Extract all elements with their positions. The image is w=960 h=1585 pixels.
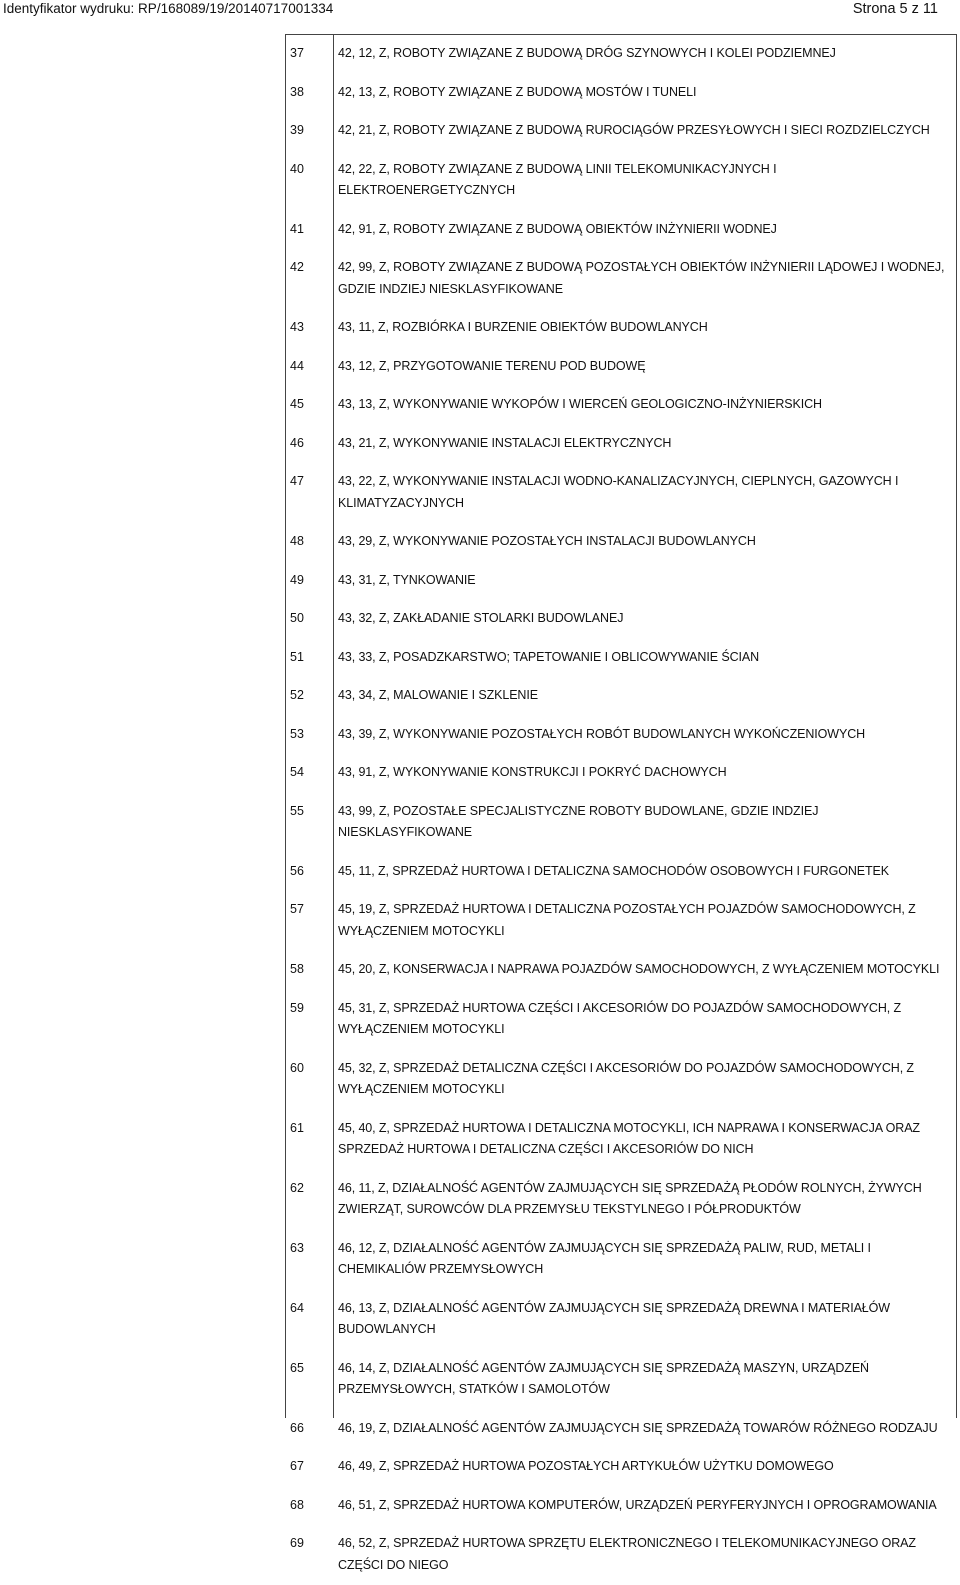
row-text: 43, 29, Z, WYKONYWANIE POZOSTAŁYCH INSTALACJI BUDOWLANYCH [338, 534, 756, 548]
row-text: 42, 21, Z, ROBOTY ZWIĄZANE Z BUDOWĄ RUROCIĄGÓW PRZESYŁOWYCH I SIECI ROZDZIELCZYCH [338, 123, 930, 137]
table-row [286, 990, 956, 1050]
row-text: 43, 22, Z, WYKONYWANIE INSTALACJI WODNO-KANALIZACYJNYCH, CIEPLNYCH, GAZOWYCH I KLIMATYZACYJNYCH [338, 474, 899, 510]
row-number: 56 [290, 863, 304, 878]
table-row [286, 348, 956, 387]
row-text: 43, 99, Z, POZOSTAŁE SPECJALISTYCZNE ROBOTY BUDOWLANE, GDZIE INDZIEJ NIESKLASYFIKOWANE [338, 803, 819, 839]
row-number: 51 [290, 649, 304, 664]
row-number: 62 [290, 1180, 304, 1195]
table-row [286, 463, 956, 523]
table-row [286, 425, 956, 464]
row-text: 43, 91, Z, WYKONYWANIE KONSTRUKCJI I POKRYĆ DACHOWYCH [338, 765, 727, 779]
table-row [286, 951, 956, 990]
row-number: 69 [290, 1536, 304, 1550]
row-number: 64 [290, 1300, 304, 1315]
row-number: 44 [290, 358, 304, 373]
table-row [286, 211, 956, 250]
row-number: 40 [290, 161, 304, 176]
table-row [286, 1050, 956, 1110]
table-row [286, 639, 956, 678]
table-row [286, 600, 956, 639]
row-text: 43, 31, Z, TYNKOWANIE [338, 572, 476, 587]
table-row [286, 853, 956, 892]
row-text: 46, 12, Z, DZIAŁALNOŚĆ AGENTÓW ZAJMUJĄCYCH SIĘ SPRZEDAŻĄ PALIW, RUD, METALI I CHEMIKALIÓW PRZEMYSŁOWYCH [338, 1240, 871, 1276]
row-text: 45, 40, Z, SPRZEDAŻ HURTOWA I DETALICZNA MOTOCYKLI, ICH NAPRAWA I KONSERWACJA ORAZ SPRZEDAŻ HURTOWA I DETALICZNA CZĘŚCI I AKCESORIÓW DO NICH [338, 1120, 920, 1156]
row-number: 38 [290, 84, 304, 99]
row-text: 45, 32, Z, SPRZEDAŻ DETALICZNA CZĘŚCI I AKCESORIÓW DO POJAZDÓW SAMOCHODOWYCH, Z WYŁĄCZENIEM MOTOCYKLI [338, 1060, 914, 1096]
row-text: 43, 34, Z, MALOWANIE I SZKLENIE [338, 688, 538, 702]
row-text: 43, 12, Z, PRZYGOTOWANIE TERENU POD BUDOWĘ [338, 358, 646, 373]
row-text: 46, 51, Z, SPRZEDAŻ HURTOWA KOMPUTERÓW, URZĄDZEŃ PERYFERYJNYCH I OPROGRAMOWANIA [338, 1497, 937, 1512]
row-number: 54 [290, 765, 304, 779]
row-text: 43, 33, Z, POSADZKARSTWO; TAPETOWANIE I OBLICOWYWANIE ŚCIAN [338, 649, 760, 664]
row-text: 42, 91, Z, ROBOTY ZWIĄZANE Z BUDOWĄ OBIEKTÓW INŻYNIERII WODNEJ [338, 221, 777, 236]
row-number: 46 [290, 435, 304, 450]
row-number: 49 [290, 572, 304, 587]
row-text: 46, 14, Z, DZIAŁALNOŚĆ AGENTÓW ZAJMUJĄCYCH SIĘ SPRZEDAŻĄ MASZYN, URZĄDZEŃ PRZEMYSŁOWYCH, STATKÓW I SAMOLOTÓW [338, 1360, 869, 1396]
row-number: 43 [290, 320, 304, 334]
row-text: 46, 49, Z, SPRZEDAŻ HURTOWA POZOSTAŁYCH ARTYKUŁÓW UŻYTKU DOMOWEGO [338, 1459, 834, 1473]
table-row [286, 386, 956, 425]
pkd-table [285, 34, 957, 1572]
row-text: 43, 39, Z, WYKONYWANIE POZOSTAŁYCH ROBÓT BUDOWLANYCH WYKOŃCZENIOWYCH [338, 726, 866, 741]
row-text: 43, 21, Z, WYKONYWANIE INSTALACJI ELEKTRYCZNYCH [338, 435, 672, 450]
row-text: 42, 12, Z, ROBOTY ZWIĄZANE Z BUDOWĄ DRÓG SZYNOWYCH I KOLEI PODZIEMNEJ [338, 46, 836, 60]
row-text: 45, 11, Z, SPRZEDAŻ HURTOWA I DETALICZNA SAMOCHODÓW OSOBOWYCH I FURGONETEK [338, 863, 890, 878]
table-row [286, 562, 956, 601]
table-row [286, 1290, 956, 1350]
table-row [286, 891, 956, 951]
row-text: 46, 11, Z, DZIAŁALNOŚĆ AGENTÓW ZAJMUJĄCYCH SIĘ SPRZEDAŻĄ PŁODÓW ROLNYCH, ŻYWYCH ZWIERZĄT, SUROWCÓW DLA PRZEMYSŁU TEKSTYLNEGO I PÓŁPRODUKTÓW [338, 1180, 922, 1216]
row-number: 58 [290, 962, 304, 976]
row-number: 55 [290, 803, 304, 818]
row-number: 60 [290, 1060, 304, 1075]
row-number: 57 [290, 902, 304, 916]
print-identifier: Identyfikator wydruku: RP/168089/19/20140717001334 [3, 1, 334, 16]
table-row [286, 151, 956, 211]
row-number: 59 [290, 1000, 304, 1015]
table-row [286, 1110, 956, 1170]
table-row [286, 1170, 956, 1230]
row-number: 47 [290, 474, 304, 488]
row-text: 43, 13, Z, WYKONYWANIE WYKOPÓW I WIERCEŃ GEOLOGICZNO-INŻYNIERSKICH [338, 397, 822, 411]
table-row [286, 677, 956, 716]
row-number: 52 [290, 688, 304, 702]
row-text: 42, 99, Z, ROBOTY ZWIĄZANE Z BUDOWĄ POZOSTAŁYCH OBIEKTÓW INŻYNIERII LĄDOWEJ I WODNEJ, GDZIE INDZIEJ NIESKLASYFIKOWANE [338, 260, 945, 296]
row-number: 45 [290, 397, 304, 411]
table-row [286, 754, 956, 793]
row-text: 46, 13, Z, DZIAŁALNOŚĆ AGENTÓW ZAJMUJĄCYCH SIĘ SPRZEDAŻĄ DREWNA I MATERIAŁÓW BUDOWLANYCH [338, 1300, 890, 1336]
row-number: 63 [290, 1240, 304, 1255]
table-row [286, 1525, 956, 1585]
table-row [286, 1448, 956, 1487]
table-row [286, 716, 956, 755]
row-number: 42 [290, 260, 304, 274]
table-row [286, 1487, 956, 1526]
row-number: 50 [290, 611, 304, 625]
row-number: 48 [290, 534, 304, 548]
table-row [286, 1230, 956, 1290]
row-number: 41 [290, 221, 304, 236]
row-text: 43, 32, Z, ZAKŁADANIE STOLARKI BUDOWLANEJ [338, 611, 624, 625]
table-row [286, 249, 956, 309]
row-text: 46, 19, Z, DZIAŁALNOŚĆ AGENTÓW ZAJMUJĄCYCH SIĘ SPRZEDAŻĄ TOWARÓW RÓŻNEGO RODZAJU [338, 1420, 938, 1435]
table-row [286, 1410, 956, 1449]
row-text: 42, 13, Z, ROBOTY ZWIĄZANE Z BUDOWĄ MOSTÓW I TUNELI [338, 84, 697, 99]
row-text: 46, 52, Z, SPRZEDAŻ HURTOWA SPRZĘTU ELEKTRONICZNEGO I TELEKOMUNIKACYJNEGO ORAZ CZĘŚCI DO NIEGO [338, 1536, 916, 1572]
row-number: 53 [290, 726, 304, 741]
row-number: 61 [290, 1120, 304, 1135]
row-number: 68 [290, 1497, 304, 1512]
row-text: 42, 22, Z, ROBOTY ZWIĄZANE Z BUDOWĄ LINII TELEKOMUNIKACYJNYCH I ELEKTROENERGETYCZNYCH [338, 161, 777, 197]
row-text: 43, 11, Z, ROZBIÓRKA I BURZENIE OBIEKTÓW BUDOWLANYCH [338, 320, 708, 334]
row-number: 65 [290, 1360, 304, 1375]
row-number: 67 [290, 1459, 304, 1473]
row-number: 39 [290, 123, 304, 137]
row-text: 45, 19, Z, SPRZEDAŻ HURTOWA I DETALICZNA POZOSTAŁYCH POJAZDÓW SAMOCHODOWYCH, Z WYŁĄCZENIEM MOTOCYKLI [338, 902, 916, 938]
table-row [286, 74, 956, 113]
row-text: 45, 31, Z, SPRZEDAŻ HURTOWA CZĘŚCI I AKCESORIÓW DO POJAZDÓW SAMOCHODOWYCH, Z WYŁĄCZENIEM MOTOCYKLI [338, 1000, 902, 1036]
row-number: 37 [290, 46, 304, 60]
row-text: 45, 20, Z, KONSERWACJA I NAPRAWA POJAZDÓW SAMOCHODOWYCH, Z WYŁĄCZENIEM MOTOCYKLI [338, 962, 940, 976]
table-body [286, 35, 956, 1585]
table-row [286, 112, 956, 151]
table-row [286, 793, 956, 853]
table-row [286, 309, 956, 348]
page-header [0, 0, 960, 20]
table-row [286, 35, 956, 74]
table-row [286, 523, 956, 562]
table-row [286, 1350, 956, 1410]
page-number: Strona 5 z 11 [852, 1, 938, 17]
row-number: 66 [290, 1420, 304, 1435]
